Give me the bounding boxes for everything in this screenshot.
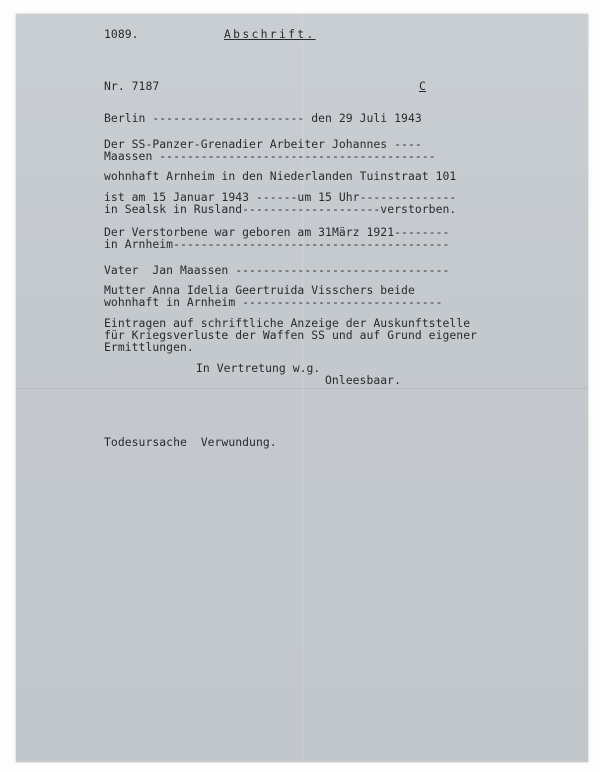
mother-line-1: Mutter Anna Idelia Geertruida Visschers beide — [104, 283, 415, 297]
entry-line-1: Eintragen auf schriftliche Anzeige der Auskunftstelle — [104, 316, 471, 330]
rank-line-1: Der SS-Panzer-Grenadier Arbeiter Johannes ---- — [104, 137, 422, 151]
rank-line-2: Maassen ---------------------------------------- — [104, 149, 436, 163]
death-line-1: ist am 15 Januar 1943 ------um 15 Uhr-------------- — [104, 190, 457, 204]
cause-of-death-line: Todesursache Verwundung. — [104, 435, 277, 449]
place-date-line: Berlin ---------------------- den 29 Juli 1943 — [104, 111, 422, 125]
fold-line-horizontal — [16, 388, 588, 389]
page-number: 1089. — [104, 27, 139, 41]
copy-letter: C — [419, 79, 426, 93]
residence-line: wohnhaft Arnheim in den Niederlanden Tuinstraat 101 — [104, 169, 457, 183]
mother-line-2: wohnhaft in Arnheim ----------------------------- — [104, 295, 443, 309]
record-number: Nr. 7187 — [104, 79, 160, 93]
birth-line-1: Der Verstorbene war geboren am 31März 1921-------- — [104, 225, 450, 239]
birth-line-2: in Arnheim---------------------------------------- — [104, 237, 450, 251]
entry-line-3: Ermittlungen. — [104, 340, 194, 354]
entry-line-2: für Kriegsverluste der Waffen SS und auf Grund eigener — [104, 328, 478, 342]
document-heading: Abschrift. — [224, 27, 316, 41]
death-line-2: in Sealsk in Rusland--------------------verstorben. — [104, 202, 457, 216]
signature-line-1: In Vertretung w.g. — [196, 361, 321, 375]
signature-line-2: Onleesbaar. — [325, 373, 401, 387]
father-line: Vater Jan Maassen ------------------------------- — [104, 263, 450, 277]
document-page — [16, 14, 588, 762]
